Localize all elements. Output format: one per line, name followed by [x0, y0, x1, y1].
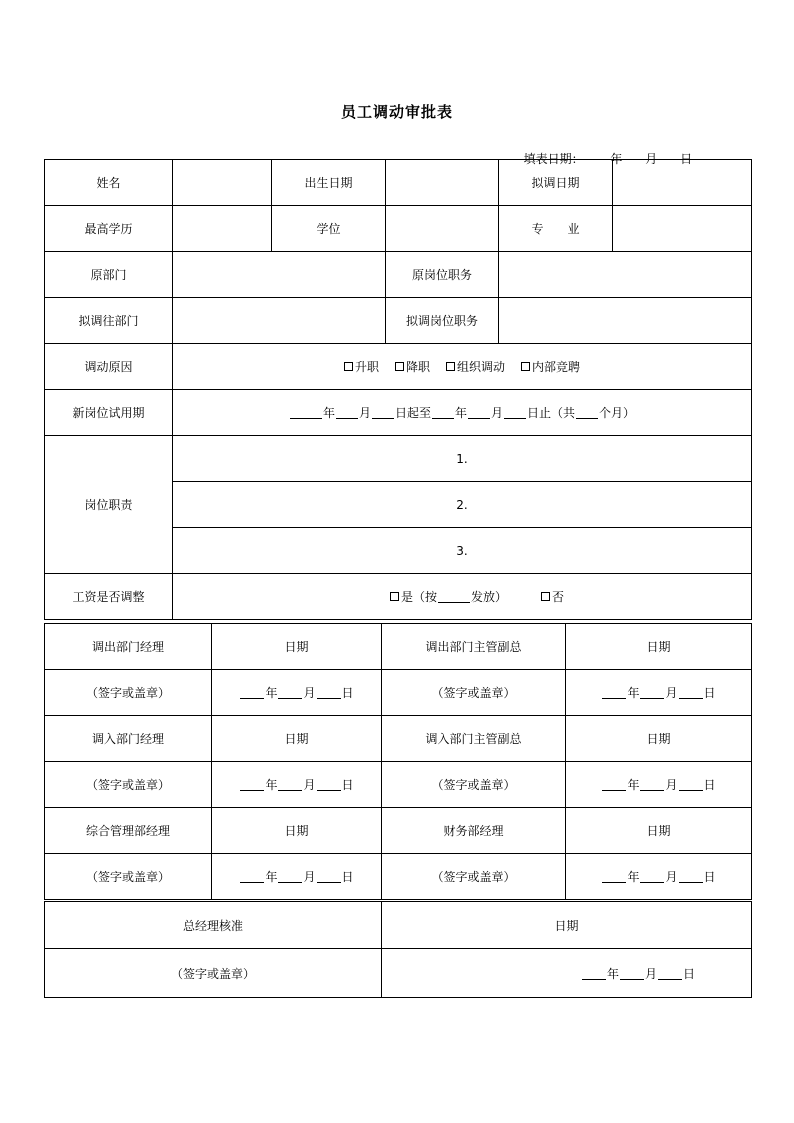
salary-option-yes[interactable]: 是（按 发放） — [390, 590, 507, 604]
salary-option-no[interactable]: 否 — [541, 590, 564, 604]
table-row — [45, 390, 752, 436]
fill-date-month: 月 — [645, 152, 658, 166]
reason-option-demotion[interactable]: 降职 — [395, 360, 430, 374]
proposed-date-label: 拟调日期 — [499, 160, 613, 206]
reason-option-internal-competition[interactable]: 内部竞聘 — [521, 360, 580, 374]
finance-mgr-date[interactable]: 年 月 日 — [566, 854, 752, 900]
education-input[interactable] — [173, 206, 272, 252]
name-label: 姓名 — [45, 160, 173, 206]
table-row — [45, 206, 752, 252]
major-input[interactable] — [613, 206, 752, 252]
orig-dept-label: 原部门 — [45, 252, 173, 298]
degree-input[interactable] — [386, 206, 499, 252]
out-mgr-date-label: 日期 — [212, 624, 382, 670]
admin-mgr-date[interactable]: 年 月 日 — [212, 854, 382, 900]
table-row — [45, 808, 752, 854]
checkbox-icon[interactable] — [344, 362, 353, 371]
reason-label: 调动原因 — [45, 344, 173, 390]
table-row — [45, 160, 752, 206]
table-row — [45, 854, 752, 900]
out-mgr-sign[interactable]: （签字或盖章） — [45, 670, 212, 716]
checkbox-icon[interactable] — [390, 592, 399, 601]
finance-mgr-sign[interactable]: （签字或盖章） — [382, 854, 566, 900]
checkbox-icon[interactable] — [395, 362, 404, 371]
in-mgr-label: 调入部门经理 — [45, 716, 212, 762]
gm-date-label: 日期 — [382, 902, 752, 949]
degree-label: 学位 — [272, 206, 386, 252]
duties-label: 岗位职责 — [45, 436, 173, 574]
out-vp-label: 调出部门主管副总 — [382, 624, 566, 670]
reason-option-promotion[interactable]: 升职 — [344, 360, 379, 374]
out-mgr-label: 调出部门经理 — [45, 624, 212, 670]
table-row — [45, 574, 752, 620]
fill-date-day: 日 — [680, 152, 693, 166]
admin-mgr-sign[interactable]: （签字或盖章） — [45, 854, 212, 900]
birth-date-input[interactable] — [386, 160, 499, 206]
checkbox-icon[interactable] — [446, 362, 455, 371]
out-vp-date-label: 日期 — [566, 624, 752, 670]
in-mgr-date[interactable]: 年 月 日 — [212, 762, 382, 808]
orig-post-label: 原岗位职务 — [386, 252, 499, 298]
orig-dept-input[interactable] — [173, 252, 386, 298]
table-row — [45, 949, 752, 998]
birth-date-label: 出生日期 — [272, 160, 386, 206]
in-vp-date[interactable]: 年 月 日 — [566, 762, 752, 808]
table-row — [45, 298, 752, 344]
checkbox-icon[interactable] — [541, 592, 550, 601]
fill-date-label: 填表日期： — [523, 152, 584, 166]
gm-label: 总经理核准 — [45, 902, 382, 949]
name-input[interactable] — [173, 160, 272, 206]
table-row — [45, 624, 752, 670]
gm-approval-table — [44, 901, 752, 998]
table-row — [45, 716, 752, 762]
info-table — [44, 159, 752, 620]
target-dept-input[interactable] — [173, 298, 386, 344]
duty-item-1[interactable]: 1. — [173, 436, 752, 482]
major-label: 专 业 — [499, 206, 613, 252]
salary-label: 工资是否调整 — [45, 574, 173, 620]
duty-item-3[interactable]: 3. — [173, 528, 752, 574]
admin-mgr-date-label: 日期 — [212, 808, 382, 854]
duty-item-2[interactable]: 2. — [173, 482, 752, 528]
table-row — [45, 670, 752, 716]
in-mgr-sign[interactable]: （签字或盖章） — [45, 762, 212, 808]
out-vp-date[interactable]: 年 月 日 — [566, 670, 752, 716]
checkbox-icon[interactable] — [521, 362, 530, 371]
table-row — [45, 902, 752, 949]
salary-options — [173, 574, 752, 620]
approval-table — [44, 623, 752, 900]
table-row — [45, 344, 752, 390]
orig-post-input[interactable] — [499, 252, 752, 298]
gm-date[interactable]: 年 月 日 — [382, 949, 752, 998]
fill-date-year: 年 — [610, 152, 623, 166]
in-mgr-date-label: 日期 — [212, 716, 382, 762]
target-post-label: 拟调岗位职务 — [386, 298, 499, 344]
probation-label: 新岗位试用期 — [45, 390, 173, 436]
out-vp-sign[interactable]: （签字或盖章） — [382, 670, 566, 716]
table-row — [45, 762, 752, 808]
form-title: 员工调动审批表 — [340, 103, 453, 121]
probation-period[interactable]: 年 月 日起至 年 月 日止（共 个月） — [173, 390, 752, 436]
gm-sign[interactable]: （签字或盖章） — [45, 949, 382, 998]
finance-mgr-date-label: 日期 — [566, 808, 752, 854]
table-row — [45, 252, 752, 298]
reason-option-org-transfer[interactable]: 组织调动 — [446, 360, 505, 374]
target-dept-label: 拟调往部门 — [45, 298, 173, 344]
education-label: 最高学历 — [45, 206, 173, 252]
proposed-date-input[interactable] — [613, 160, 752, 206]
finance-mgr-label: 财务部经理 — [382, 808, 566, 854]
in-vp-label: 调入部门主管副总 — [382, 716, 566, 762]
in-vp-date-label: 日期 — [566, 716, 752, 762]
reason-options — [173, 344, 752, 390]
out-mgr-date[interactable]: 年 月 日 — [212, 670, 382, 716]
target-post-input[interactable] — [499, 298, 752, 344]
table-row — [45, 436, 752, 482]
admin-mgr-label: 综合管理部经理 — [45, 808, 212, 854]
in-vp-sign[interactable]: （签字或盖章） — [382, 762, 566, 808]
